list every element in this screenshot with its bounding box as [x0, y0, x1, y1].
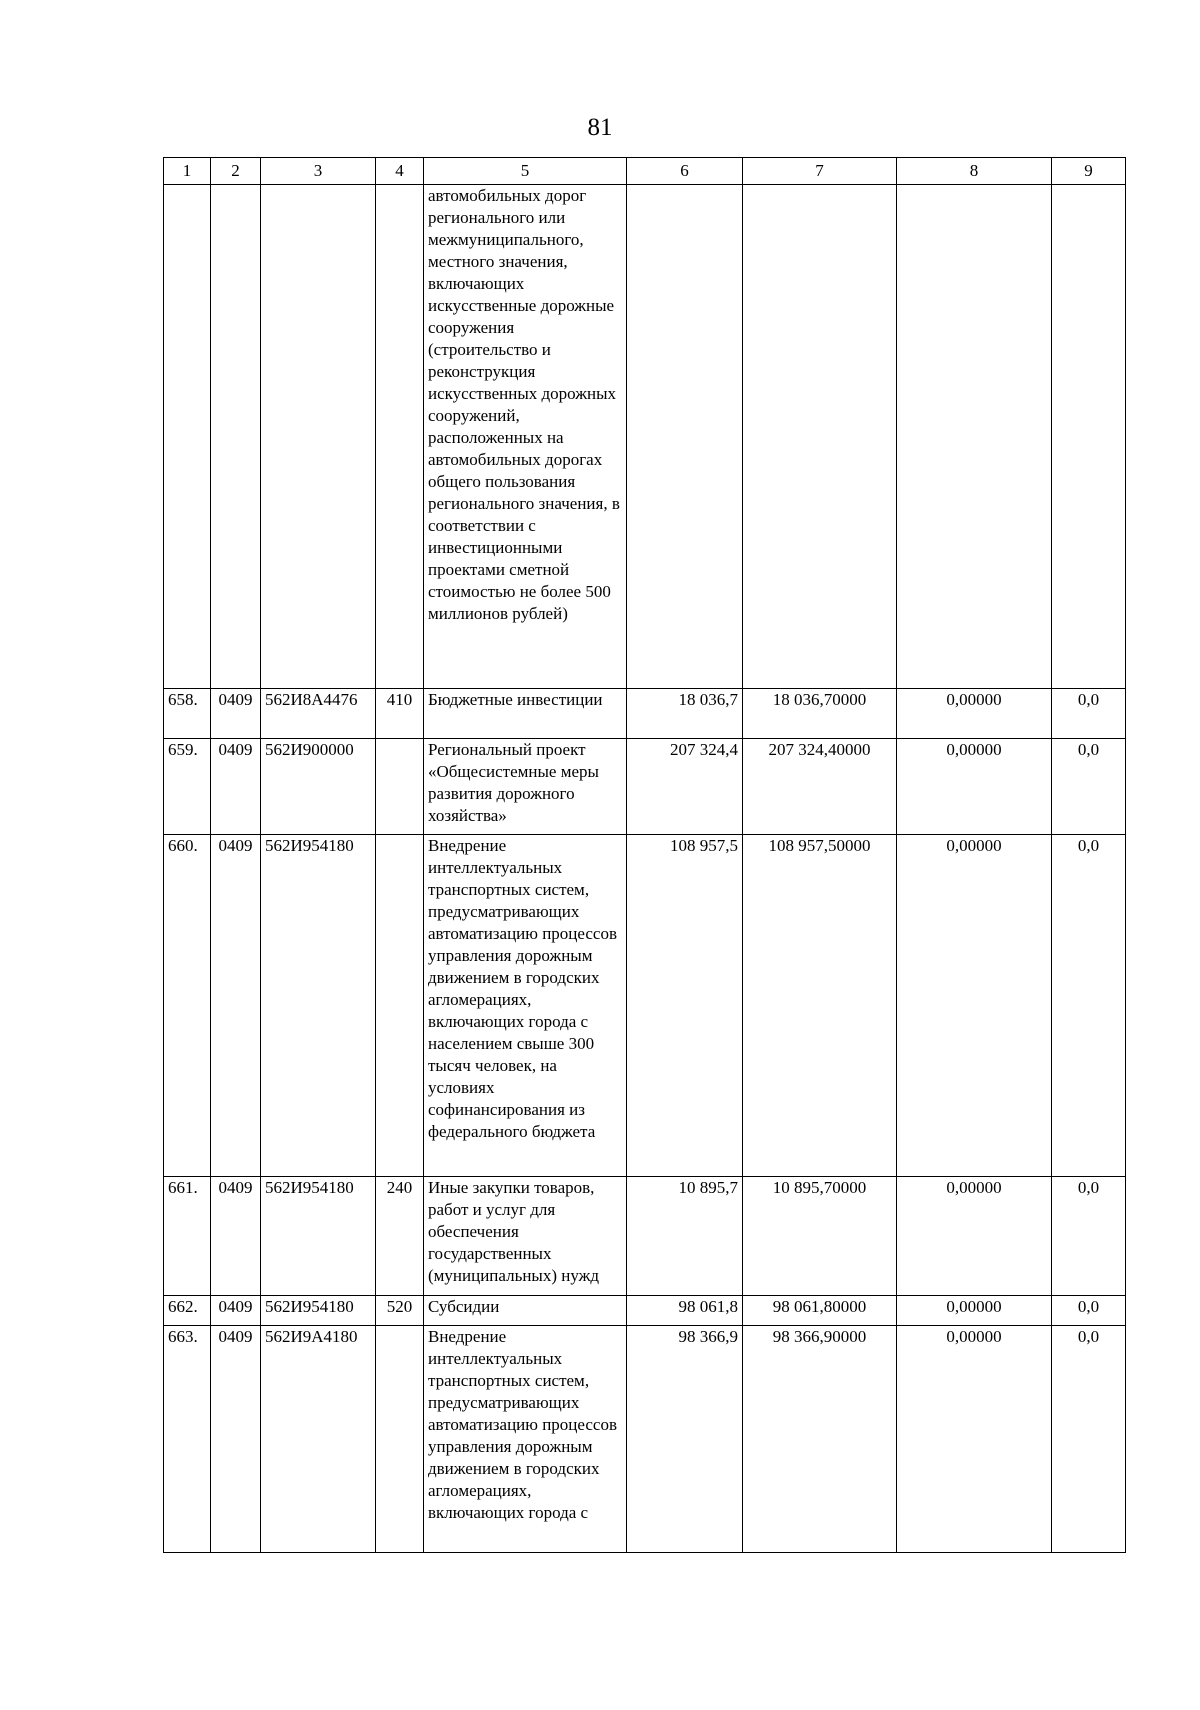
section-code: 0409	[211, 835, 261, 1177]
row-number: 662.	[164, 1296, 211, 1326]
amount-col7: 207 324,40000	[743, 739, 897, 835]
amount-col8: 0,00000	[897, 739, 1052, 835]
amount-col8: 0,00000	[897, 835, 1052, 1177]
item-name: Бюджетные инвестиции	[424, 689, 627, 739]
expense-type-code: 520	[376, 1296, 424, 1326]
item-name: Внедрение интеллектуальных транспортных систем, предусматривающих автоматизацию процессов управления дорожным движением в городских агломерациях, включающих города с	[424, 1326, 627, 1553]
target-article-code: 562И8А4476	[261, 689, 376, 739]
item-name: Региональный проект «Общесистемные меры развития дорожного хозяйства»	[424, 739, 627, 835]
table-row	[164, 739, 1126, 835]
amount-col9: 0,0	[1052, 689, 1126, 739]
amount-col9	[1052, 185, 1126, 689]
amount-col7	[743, 185, 897, 689]
expense-type-code	[376, 185, 424, 689]
target-article-code: 562И9А4180	[261, 1326, 376, 1553]
item-name: Внедрение интеллектуальных транспортных систем, предусматривающих автоматизацию процессов управления дорожным движением в городских агломерациях, включающих города с населением свыше 300 тысяч человек, на условиях софинансирования из федерального бюджета	[424, 835, 627, 1177]
target-article-code: 562И954180	[261, 1296, 376, 1326]
expense-type-code: 240	[376, 1177, 424, 1296]
table-header	[164, 158, 1126, 185]
table-row	[164, 689, 1126, 739]
expense-type-code: 410	[376, 689, 424, 739]
column-header: 1	[164, 158, 211, 185]
amount-col6: 207 324,4	[627, 739, 743, 835]
column-header: 7	[743, 158, 897, 185]
column-header: 3	[261, 158, 376, 185]
amount-col8: 0,00000	[897, 1177, 1052, 1296]
row-number: 663.	[164, 1326, 211, 1553]
table-row	[164, 835, 1126, 1177]
section-code: 0409	[211, 739, 261, 835]
amount-col6	[627, 185, 743, 689]
page-number: 81	[587, 114, 613, 141]
section-code: 0409	[211, 1177, 261, 1296]
target-article-code: 562И954180	[261, 835, 376, 1177]
expense-type-code	[376, 1326, 424, 1553]
column-header: 9	[1052, 158, 1126, 185]
row-number: 661.	[164, 1177, 211, 1296]
amount-col6: 98 061,8	[627, 1296, 743, 1326]
table-row	[164, 1296, 1126, 1326]
amount-col6: 108 957,5	[627, 835, 743, 1177]
amount-col7: 10 895,70000	[743, 1177, 897, 1296]
table-row	[164, 185, 1126, 689]
column-header: 6	[627, 158, 743, 185]
amount-col9: 0,0	[1052, 835, 1126, 1177]
row-number: 659.	[164, 739, 211, 835]
section-code: 0409	[211, 689, 261, 739]
amount-col8: 0,00000	[897, 1296, 1052, 1326]
item-name: Иные закупки товаров, работ и услуг для обеспечения государственных (муниципальных) нужд	[424, 1177, 627, 1296]
expense-type-code	[376, 835, 424, 1177]
amount-col9: 0,0	[1052, 1326, 1126, 1553]
amount-col9: 0,0	[1052, 739, 1126, 835]
amount-col8	[897, 185, 1052, 689]
column-header: 2	[211, 158, 261, 185]
amount-col7: 98 366,90000	[743, 1326, 897, 1553]
item-name: автомобильных дорог регионального или межмуниципального, местного значения, включающих искусственные дорожные сооружения (строительство и реконструкция искусственных дорожных сооружений, расположенных на автомобильных дорогах общего пользования регионального значения, в соответствии с инвестиционными проектами сметной стоимостью не более 500 миллионов рублей)	[424, 185, 627, 689]
target-article-code: 562И954180	[261, 1177, 376, 1296]
table-body	[164, 185, 1126, 1553]
amount-col7: 98 061,80000	[743, 1296, 897, 1326]
budget-table	[163, 157, 1126, 1553]
table-row	[164, 1326, 1126, 1553]
row-number: 660.	[164, 835, 211, 1177]
target-article-code	[261, 185, 376, 689]
header-row	[164, 158, 1126, 185]
amount-col6: 10 895,7	[627, 1177, 743, 1296]
column-header: 8	[897, 158, 1052, 185]
row-number: 658.	[164, 689, 211, 739]
section-code	[211, 185, 261, 689]
amount-col7: 18 036,70000	[743, 689, 897, 739]
column-header: 5	[424, 158, 627, 185]
column-header: 4	[376, 158, 424, 185]
amount-col6: 18 036,7	[627, 689, 743, 739]
amount-col8: 0,00000	[897, 689, 1052, 739]
amount-col6: 98 366,9	[627, 1326, 743, 1553]
row-number	[164, 185, 211, 689]
table-row	[164, 1177, 1126, 1296]
section-code: 0409	[211, 1296, 261, 1326]
section-code: 0409	[211, 1326, 261, 1553]
amount-col9: 0,0	[1052, 1296, 1126, 1326]
amount-col9: 0,0	[1052, 1177, 1126, 1296]
item-name: Субсидии	[424, 1296, 627, 1326]
target-article-code: 562И900000	[261, 739, 376, 835]
amount-col7: 108 957,50000	[743, 835, 897, 1177]
expense-type-code	[376, 739, 424, 835]
amount-col8: 0,00000	[897, 1326, 1052, 1553]
